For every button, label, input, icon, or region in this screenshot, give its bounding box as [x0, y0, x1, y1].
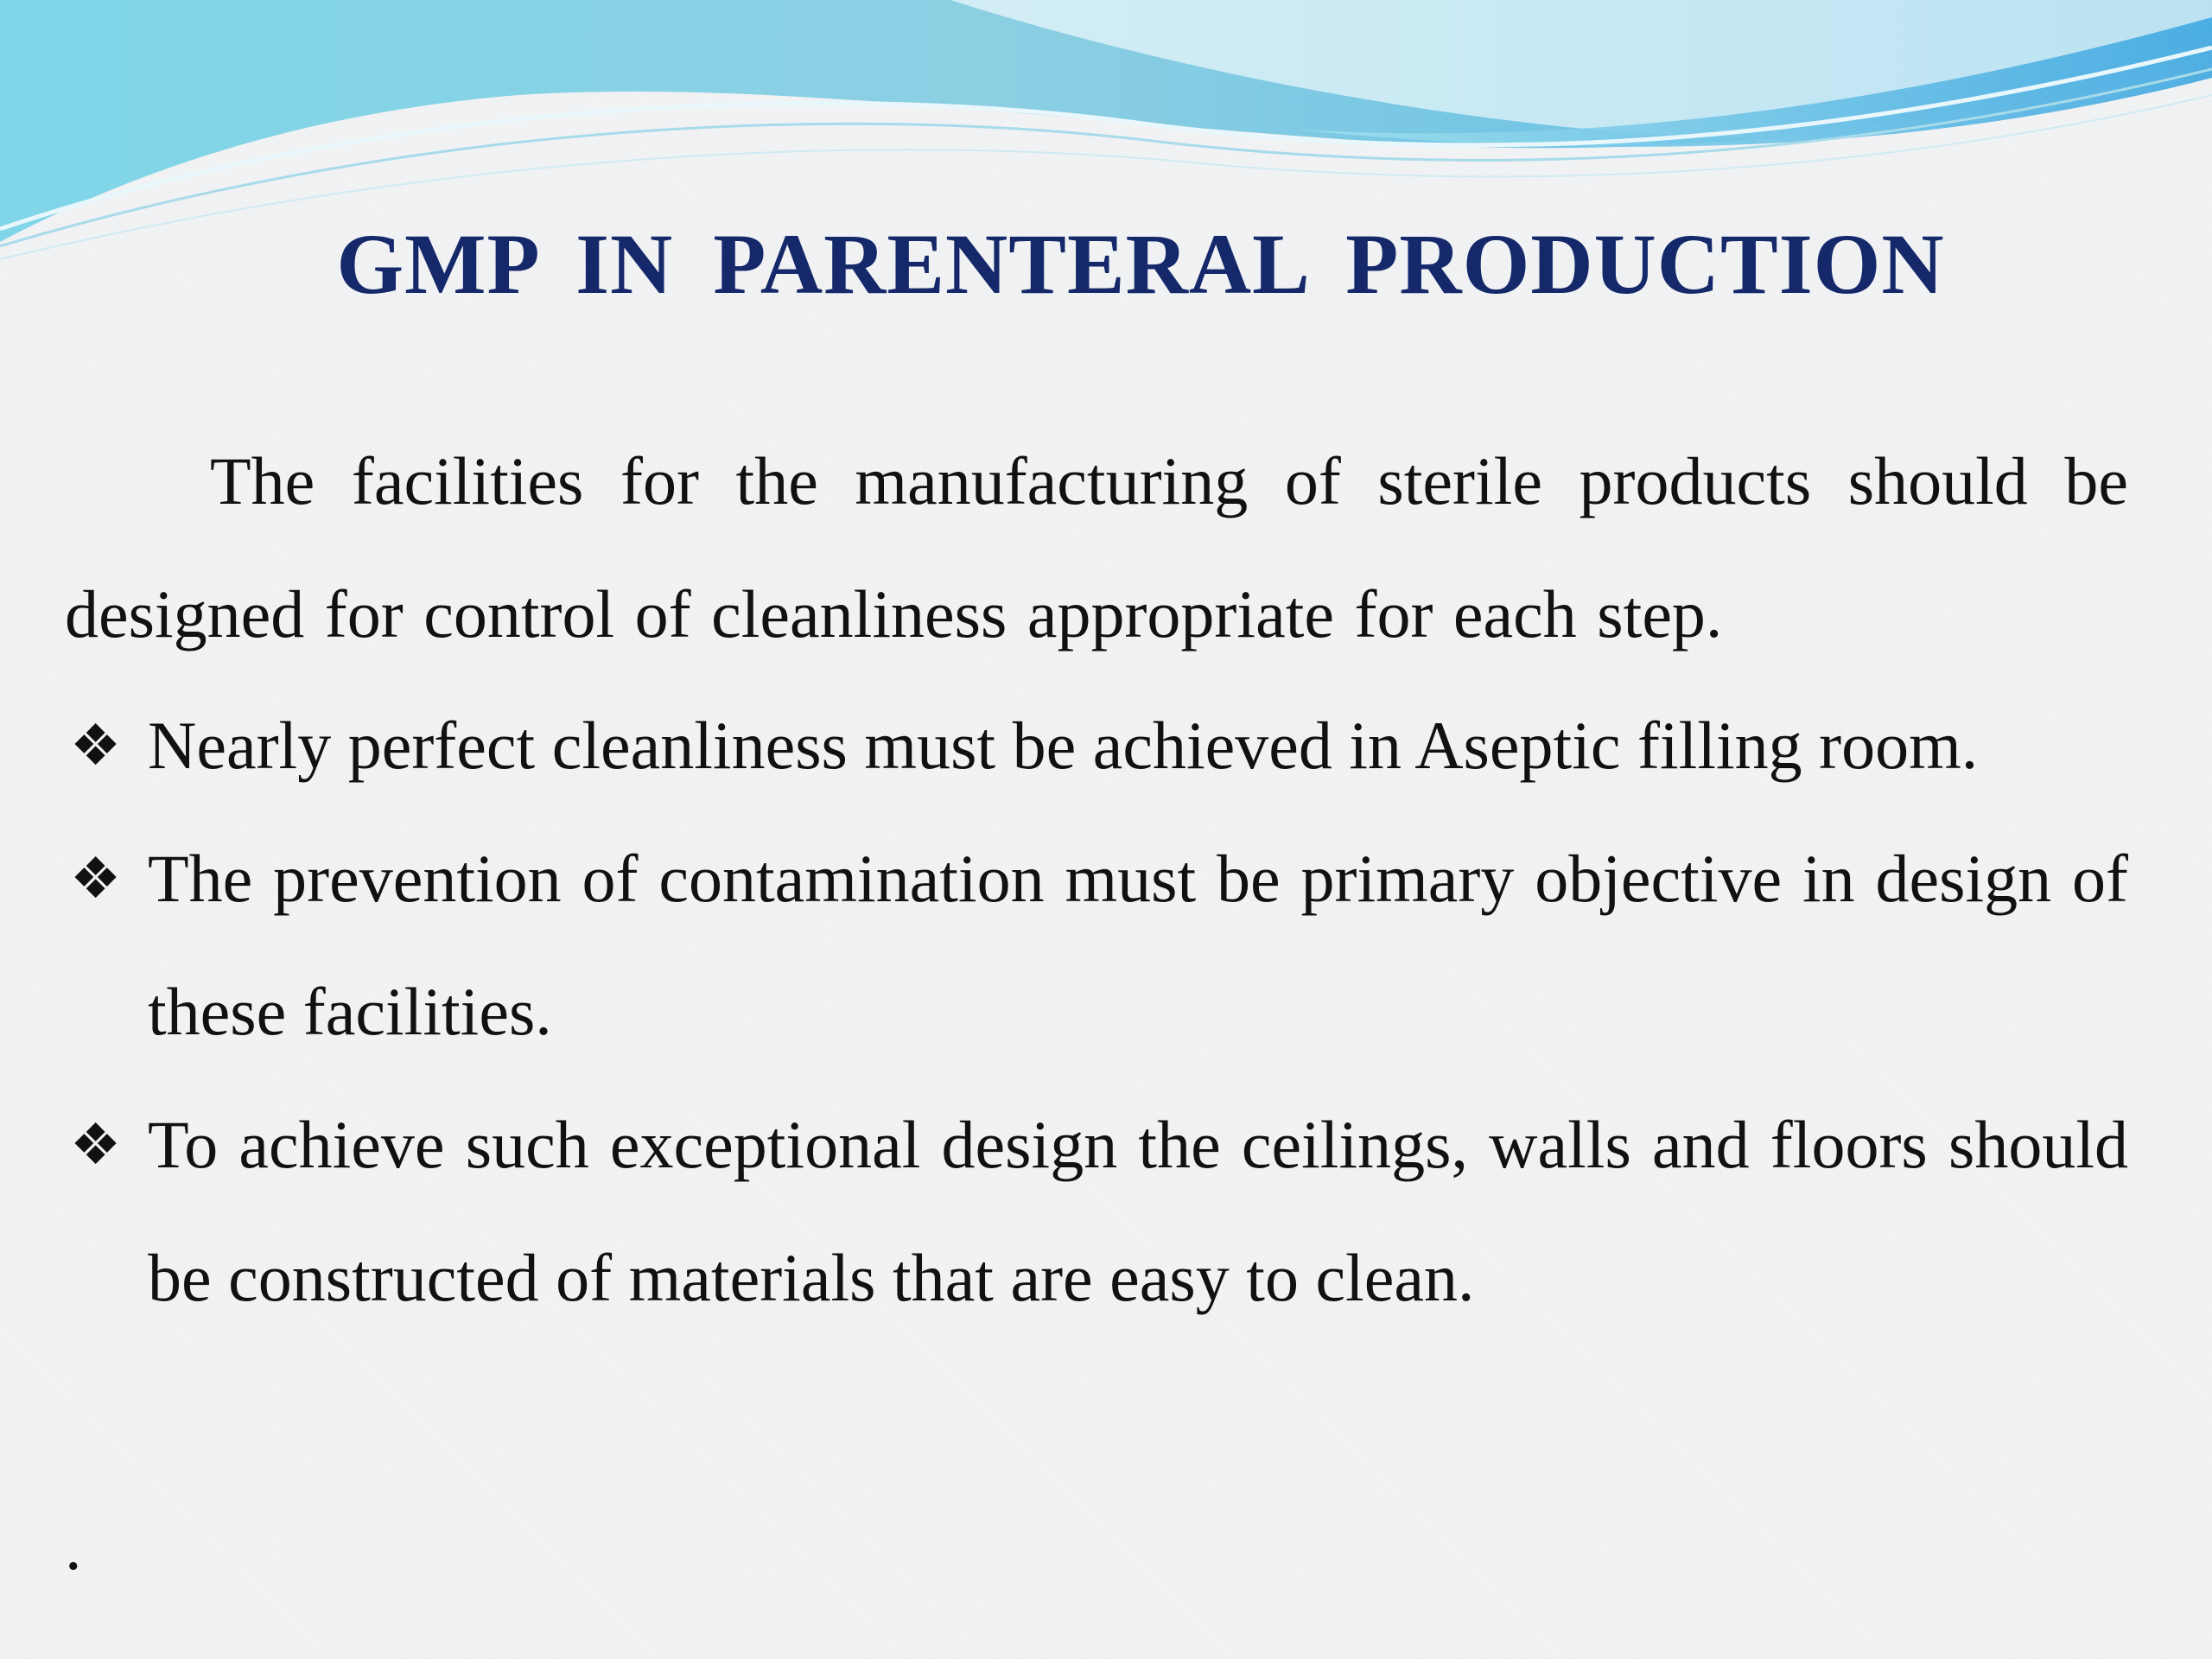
bullet-text: Nearly perfect cleanliness must be achieved in Aseptic filling room.	[148, 708, 1979, 783]
four-diamond-bullet-icon: ❖	[70, 1111, 122, 1178]
four-diamond-bullet-icon: ❖	[70, 712, 122, 779]
bullet-item	[65, 1078, 2128, 1344]
bullet-item	[65, 812, 2128, 1078]
bullet-item	[65, 679, 2128, 812]
four-diamond-bullet-icon: ❖	[70, 845, 122, 912]
intro-paragraph: The facilities for the manufacturing of sterile products should be designed for control of cleanliness appropriate for each step.	[65, 443, 2128, 652]
bullet-text: The prevention of contamination must be primary objective in design of these facilities.	[148, 841, 2128, 1049]
bullet-text: To achieve such exceptional design the ceilings, walls and floors should be constructed of materials that are easy to clean.	[148, 1107, 2128, 1315]
trailing-period: .	[65, 1509, 82, 1584]
bullet-list	[65, 679, 2128, 1344]
slide-title: GMP IN PARENTERAL PRODUCTION	[336, 216, 1945, 312]
